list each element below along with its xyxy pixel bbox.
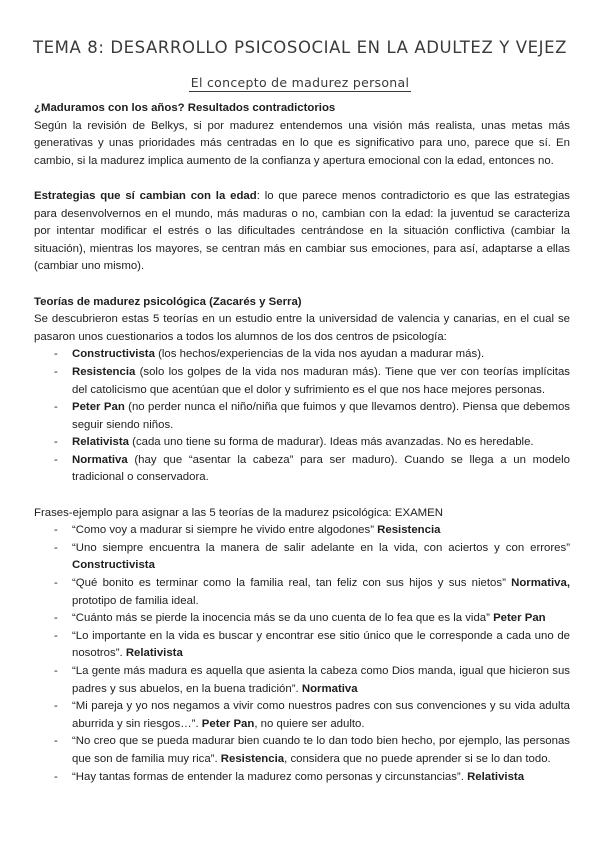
page-title: TEMA 8: DESARROLLO PSICOSOCIAL EN LA ADULTEZ Y VEJEZ: [32, 38, 568, 57]
example-quote: “Como voy a madurar si siempre he vivido entre algodones”: [72, 524, 378, 537]
list-item: [34, 610, 570, 628]
example-quote: “La gente más madura es aquella que asienta la cabeza como Dios manda, igual que hicieron sus padres y sus abuelos, en la buena tradición”.: [72, 665, 570, 695]
example-quote: “No creo que se pueda madurar bien cuando te lo dan todo bien hecho, por ejemplo, las personas que son de familia muy rica”.: [72, 735, 570, 765]
section-subtitle: [0, 75, 600, 90]
example-answer: Resistencia: [220, 752, 285, 765]
section1-heading: ¿Maduramos con los años? Resultados contradictorios: [34, 102, 336, 114]
theory-text: (solo los golpes de la vida nos maduran más). Tiene que ver con teorías implícitas del catolicismo que acentúan que el dolor y sufrimiento es el que nos hace mejores personas.: [72, 365, 570, 396]
list-item: [34, 522, 570, 540]
subtitle-text: El concepto de madurez personal: [190, 75, 410, 90]
example-answer: Relativista: [467, 770, 525, 783]
list-item: [34, 399, 570, 434]
list-item: [34, 769, 570, 787]
theory-text: (hay que “asentar la cabeza” para ser maduro). Cuando se llega a un modelo tradicional o conservadora.: [72, 453, 570, 484]
example-answer: Normativa,: [511, 577, 570, 590]
example-quote: “Uno siempre encuentra la manera de salir adelante en la vida, con aciertos y con errores”: [72, 541, 570, 554]
list-item: [34, 346, 570, 364]
list-dash: -: [54, 612, 58, 625]
example-note: , no quiere ser adulto.: [254, 717, 365, 730]
list-dash: -: [54, 665, 58, 677]
example-quote: “Hay tantas formas de entender la madurez como personas y circunstancias”.: [72, 770, 468, 783]
example-answer: Relativista: [125, 647, 183, 660]
list-dash: -: [54, 577, 58, 590]
list-dash: -: [54, 735, 58, 748]
list-dash: -: [54, 365, 58, 378]
example-quote: “Qué bonito es terminar como la familia real, tan feliz con sus hijos y sus nietos”: [72, 577, 512, 590]
examples-list: [34, 522, 570, 786]
section3-intro: Se descubrieron estas 5 teorías en un estudio entre la universidad de valencia y canarias, en el cual se pasaron unos cuestionarios a todos los alumnos de los dos centros de psicología:: [34, 313, 570, 343]
section2-paragraph: [34, 188, 570, 276]
theories-list: [34, 346, 570, 487]
list-dash: -: [54, 524, 58, 537]
example-note: prototipo de familia ideal.: [72, 594, 199, 607]
list-dash: -: [54, 700, 58, 713]
list-item: [34, 452, 570, 487]
theory-text: (cada uno tiene su forma de madurar). Ideas más avanzadas. No es heredable.: [128, 436, 534, 449]
theory-term: Constructivista: [72, 348, 155, 361]
list-dash: -: [54, 348, 58, 361]
list-dash: -: [54, 453, 58, 466]
list-dash: -: [54, 541, 58, 554]
example-quote: “Lo importante en la vida es buscar y encontrar ese sitio único que le corresponde a cada uno de nosotros”.: [72, 629, 570, 660]
example-quote: “Cuánto más se pierde la inocencia más se da uno cuenta de lo fea que es la vida”: [72, 612, 494, 625]
theory-text: (no perder nunca el niño/niña que fuimos y que llevamos dentro). Piensa que debemos seguir siendo niños.: [72, 401, 570, 431]
list-dash: -: [54, 629, 58, 642]
example-answer: Peter Pan: [201, 717, 255, 730]
example-answer: Resistencia: [377, 524, 441, 537]
theory-term: Normativa: [72, 453, 128, 466]
example-answer: Constructivista: [72, 559, 155, 572]
example-answer: Peter Pan: [493, 612, 546, 625]
list-item: [34, 575, 570, 610]
section4-intro: Frases-ejemplo para asignar a las 5 teorías de la madurez psicológica: EXAMEN: [34, 506, 443, 519]
list-item: [34, 733, 570, 768]
example-quote: “Mi pareja y yo nos negamos a vivir como nuestros padres con sus convenciones y su vida adulta aburrida y sin riesgos…”.: [72, 700, 570, 730]
list-item: [34, 628, 570, 663]
theory-term: Resistencia: [72, 365, 136, 378]
list-item: [34, 364, 570, 399]
example-answer: Normativa: [301, 682, 358, 695]
theory-term: Peter Pan: [72, 401, 125, 414]
list-item: [34, 663, 570, 698]
theory-text: (los hechos/experiencias de la vida nos ayudan a madurar más).: [154, 348, 485, 361]
list-dash: -: [54, 401, 58, 414]
list-dash: -: [54, 436, 58, 449]
section3-heading: Teorías de madurez psicológica (Zacarés y Serra): [34, 295, 302, 308]
section2-text: : lo que parece menos contradictorio es que las estrategias para desenvolvernos en el mundo, más maduras o no, cambian con la edad: la juventud se caracteriza por intentar modificar el estrés o las dificultades centrándose en la situación conflictiva (cambiar la situación), mientras los mayores, se centran más en cambiar sus emociones, para así, adaptarse a ellas (cambiar uno mismo).: [34, 189, 570, 273]
spacer: [34, 170, 570, 188]
section2-lead: Estrategias que sí cambian con la edad: [34, 189, 257, 202]
list-dash: -: [54, 770, 58, 783]
spacer: [34, 487, 570, 505]
list-item: [34, 434, 570, 452]
example-note: , considera que no puede aprender si se lo dan todo.: [284, 752, 551, 765]
list-item: [34, 540, 570, 575]
spacer: [34, 276, 570, 294]
list-item: [34, 698, 570, 733]
document-body: [34, 100, 570, 786]
section1-text: Según la revisión de Belkys, si por madurez entendemos una visión más realista, unas metas más generativas y unas prioridades más centradas en lo que es significativo para uno, parece que sí. En cambio, si la madurez implica aumento de la confianza y apertura emocional con la edad, entonces no.: [34, 119, 570, 167]
theory-term: Relativista: [72, 436, 129, 449]
